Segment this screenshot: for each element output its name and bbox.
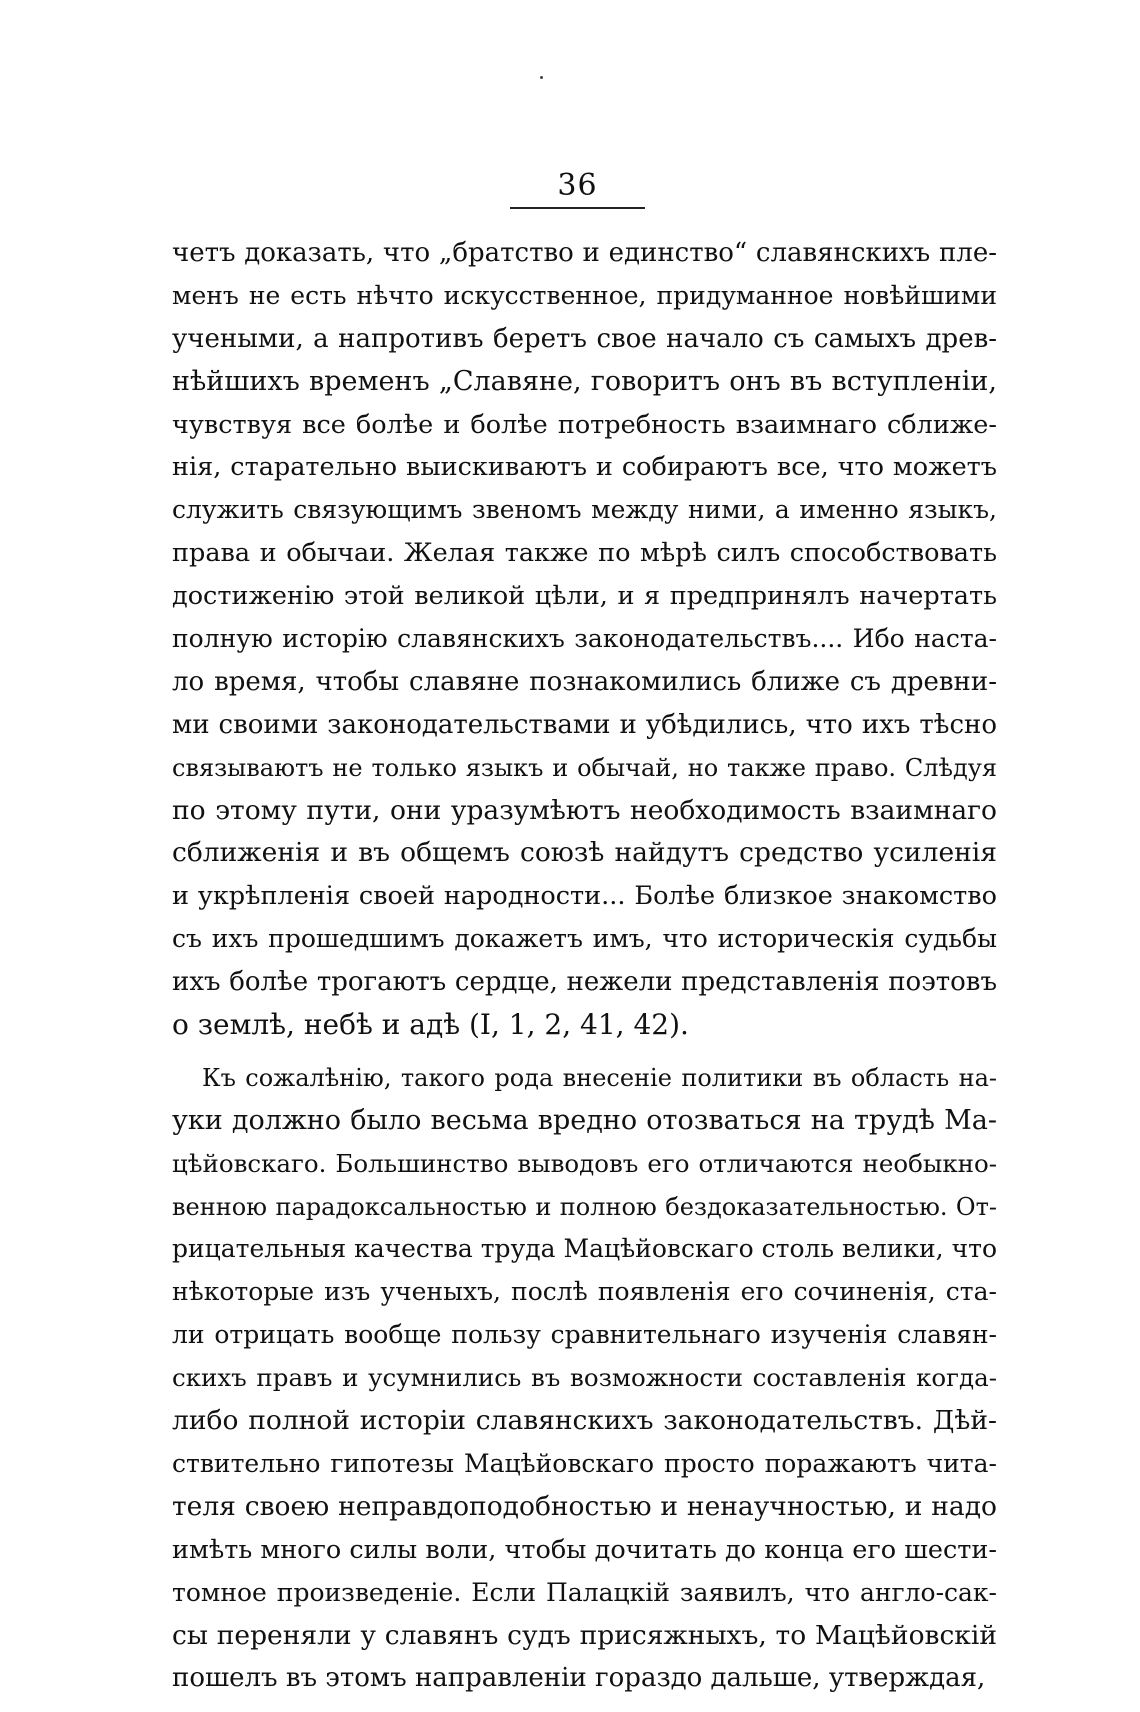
text-line: сы переняли у славянъ судъ присяжныхъ, то Мацѣйовскій	[172, 1619, 997, 1651]
text-line: учеными, а напротивъ беретъ свое начало съ самыхъ древ-	[172, 323, 997, 354]
text-line: скихъ правъ и усумнились въ возможности составленія когда-	[172, 1363, 997, 1393]
page-number: 36	[557, 168, 598, 203]
ink-speck	[540, 76, 543, 79]
text-line: нѣкоторые изъ ученыхъ, послѣ появленія его сочиненія, ста-	[172, 1277, 997, 1307]
text-line: теля своею неправдоподобностью и ненаучностью, и надо	[172, 1490, 997, 1522]
text-line: связываютъ не только языкъ и обычай, но также право. Слѣдуя	[172, 753, 997, 782]
paragraph-1	[172, 232, 997, 1047]
text-line: полную исторію славянскихъ законодательствъ.... Ибо наста-	[172, 624, 997, 654]
text-line: нія, старательно выискиваютъ и собираютъ все, что можетъ	[172, 452, 997, 483]
text-line: о землѣ, небѣ и адѣ (I, 1, 2, 41, 42).	[172, 1008, 689, 1042]
text-line: пошелъ въ этомъ направленіи гораздо дальше, утверждая,	[172, 1663, 986, 1694]
text-line: сближенія и въ общемъ союзѣ найдутъ средство усиленія	[172, 837, 997, 869]
text-line: и укрѣпленія своей народности... Болѣе близкое знакомство	[172, 881, 997, 912]
text-line: Къ сожалѣнію, такого рода внесеніе политики въ область на-	[202, 1063, 997, 1092]
body-text	[172, 232, 997, 1700]
text-line: по этому пути, они уразумѣютъ необходимость взаимнаго	[172, 794, 997, 826]
text-line: рицательныя качества труда Мацѣйовскаго столь велики, что	[172, 1234, 997, 1264]
text-line: цѣйовскаго. Большинство выводовъ его отличаются необыкно-	[172, 1148, 997, 1178]
text-line: менъ не есть нѣчто искусственное, придуманное новѣйшими	[172, 280, 997, 310]
text-line: ло время, чтобы славяне познакомились ближе съ древни-	[172, 666, 997, 697]
text-line: служить связующимъ звеномъ между ними, а именно языкъ,	[172, 495, 997, 525]
text-line: либо полной исторіи славянскихъ законодательствъ. Дѣй-	[172, 1405, 997, 1437]
text-line: ми своими законодательствами и убѣдились, что ихъ тѣсно	[172, 709, 997, 740]
text-line: четъ доказать, что „братство и единство“ славянскихъ пле-	[172, 238, 997, 268]
text-line: томное произведеніе. Если Палацкій заявилъ, что англо-сак-	[172, 1577, 997, 1607]
text-line: ихъ болѣе трогаютъ сердце, нежели представленія поэтовъ	[172, 967, 997, 998]
text-line: права и обычаи. Желая также по мѣрѣ силъ способствовать	[172, 538, 997, 569]
text-line: чувствуя все болѣе и болѣе потребность взаимнаго сближе-	[172, 409, 997, 440]
text-line: венною парадоксальностью и полною бездоказательностью. От-	[172, 1192, 997, 1221]
paragraph-gap	[172, 1047, 997, 1057]
text-line: нѣйшихъ временъ „Славяне, говоритъ онъ въ вступленіи,	[172, 365, 997, 397]
text-line: достиженію этой великой цѣли, и я предпринялъ начертать	[172, 581, 997, 612]
text-line: ствительно гипотезы Мацѣйовскаго просто поражаютъ чита-	[172, 1448, 997, 1478]
text-line: уки должно было весьма вредно отозваться на трудѣ Ма-	[172, 1104, 997, 1136]
paragraph-2	[172, 1057, 997, 1700]
page-number-rule	[510, 207, 645, 209]
text-line: имѣть много силы воли, чтобы дочитать до конца его шести-	[172, 1534, 997, 1565]
text-line: ли отрицать вообще пользу сравнительнаго изученія славян-	[172, 1320, 997, 1350]
text-line: съ ихъ прошедшимъ докажетъ имъ, что историческія судьбы	[172, 924, 997, 954]
